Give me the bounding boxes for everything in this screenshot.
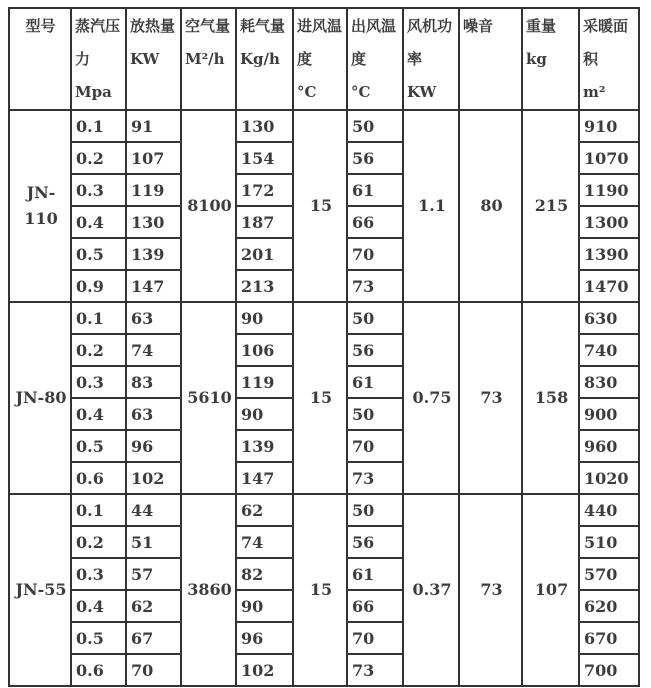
outlet-temp-cell: 50	[347, 398, 403, 430]
spec-table	[8, 7, 640, 687]
column-header-pressure	[71, 8, 126, 110]
gas-consumption-cell: 154	[236, 142, 293, 174]
gas-consumption-cell: 82	[236, 558, 293, 590]
heating-area-cell: 1070	[579, 142, 639, 174]
pressure-cell: 0.3	[71, 366, 126, 398]
header-label: 型号	[25, 17, 56, 35]
heating-area-cell: 510	[579, 526, 639, 558]
fan-power-cell: 1.1	[403, 110, 459, 302]
table-row	[9, 302, 639, 334]
heating-area-cell: 440	[579, 494, 639, 526]
gas-consumption-cell: 106	[236, 334, 293, 366]
heat-output-cell: 62	[126, 590, 181, 622]
pressure-cell: 0.4	[71, 590, 126, 622]
outlet-temp-cell: 56	[347, 334, 403, 366]
column-header-gas-consumption	[236, 8, 293, 110]
gas-consumption-cell: 172	[236, 174, 293, 206]
gas-consumption-cell: 90	[236, 398, 293, 430]
outlet-temp-cell: 56	[347, 526, 403, 558]
model-cell: JN-110	[9, 110, 71, 302]
fan-power-cell: 0.37	[403, 494, 459, 686]
heating-area-cell: 1020	[579, 462, 639, 494]
outlet-temp-cell: 66	[347, 206, 403, 238]
outlet-temp-cell: 70	[347, 430, 403, 462]
noise-cell: 73	[459, 302, 522, 494]
heat-output-cell: 119	[126, 174, 181, 206]
gas-consumption-cell: 74	[236, 526, 293, 558]
heat-output-cell: 107	[126, 142, 181, 174]
column-header-model	[9, 8, 71, 110]
inlet-temp-cell: 15	[293, 494, 347, 686]
pressure-cell: 0.6	[71, 462, 126, 494]
pressure-cell: 0.1	[71, 494, 126, 526]
heating-area-cell: 740	[579, 334, 639, 366]
pressure-cell: 0.4	[71, 398, 126, 430]
gas-consumption-cell: 90	[236, 590, 293, 622]
gas-consumption-cell: 62	[236, 494, 293, 526]
noise-cell: 73	[459, 494, 522, 686]
weight-cell: 158	[522, 302, 579, 494]
heating-area-cell: 1390	[579, 238, 639, 270]
column-header-weight	[522, 8, 579, 110]
header-label: 风机功率	[407, 17, 453, 68]
heat-output-cell: 57	[126, 558, 181, 590]
heat-output-cell: 96	[126, 430, 181, 462]
pressure-cell: 0.5	[71, 430, 126, 462]
header-label: 出风温度	[351, 17, 397, 68]
pressure-cell: 0.4	[71, 206, 126, 238]
header-unit: Mpa	[75, 83, 112, 101]
gas-consumption-cell: 90	[236, 302, 293, 334]
header-label: 重量	[526, 17, 557, 35]
heat-output-cell: 91	[126, 110, 181, 142]
header-unit: M²/h	[185, 50, 225, 68]
header-row	[9, 8, 639, 110]
pressure-cell: 0.5	[71, 622, 126, 654]
outlet-temp-cell: 70	[347, 238, 403, 270]
gas-consumption-cell: 130	[236, 110, 293, 142]
pressure-cell: 0.2	[71, 142, 126, 174]
heat-output-cell: 74	[126, 334, 181, 366]
header-label: 进风温度	[297, 17, 343, 68]
outlet-temp-cell: 50	[347, 494, 403, 526]
column-header-noise	[459, 8, 522, 110]
header-unit: kg	[526, 50, 547, 68]
heating-area-cell: 700	[579, 654, 639, 686]
gas-consumption-cell: 139	[236, 430, 293, 462]
model-cell: JN-55	[9, 494, 71, 686]
pressure-cell: 0.5	[71, 238, 126, 270]
outlet-temp-cell: 61	[347, 174, 403, 206]
inlet-temp-cell: 15	[293, 302, 347, 494]
header-unit: m²	[583, 83, 606, 101]
pressure-cell: 0.3	[71, 558, 126, 590]
heating-area-cell: 670	[579, 622, 639, 654]
inlet-temp-cell: 15	[293, 110, 347, 302]
air-volume-cell: 8100	[181, 110, 236, 302]
heating-area-cell: 570	[579, 558, 639, 590]
gas-consumption-cell: 102	[236, 654, 293, 686]
column-header-outlet-temp	[347, 8, 403, 110]
column-header-heating-area	[579, 8, 639, 110]
heat-output-cell: 139	[126, 238, 181, 270]
weight-cell: 107	[522, 494, 579, 686]
pressure-cell: 0.1	[71, 302, 126, 334]
outlet-temp-cell: 61	[347, 558, 403, 590]
heating-area-cell: 910	[579, 110, 639, 142]
pressure-cell: 0.9	[71, 270, 126, 302]
pressure-cell: 0.6	[71, 654, 126, 686]
header-unit: °C	[351, 83, 371, 101]
header-unit: Kg/h	[240, 50, 280, 68]
heating-area-cell: 830	[579, 366, 639, 398]
header-label: 空气量	[185, 17, 231, 35]
header-label: 放热量	[130, 17, 176, 35]
header-label: 噪音	[463, 17, 494, 35]
column-header-inlet-temp	[293, 8, 347, 110]
fan-power-cell: 0.75	[403, 302, 459, 494]
gas-consumption-cell: 187	[236, 206, 293, 238]
header-unit: KW	[130, 50, 160, 68]
heat-output-cell: 70	[126, 654, 181, 686]
heat-output-cell: 130	[126, 206, 181, 238]
heating-area-cell: 1470	[579, 270, 639, 302]
heat-output-cell: 102	[126, 462, 181, 494]
outlet-temp-cell: 56	[347, 142, 403, 174]
heating-area-cell: 1300	[579, 206, 639, 238]
noise-cell: 80	[459, 110, 522, 302]
column-header-fan-power	[403, 8, 459, 110]
header-label: 耗气量	[240, 17, 286, 35]
outlet-temp-cell: 73	[347, 270, 403, 302]
gas-consumption-cell: 201	[236, 238, 293, 270]
outlet-temp-cell: 66	[347, 590, 403, 622]
heat-output-cell: 63	[126, 398, 181, 430]
air-volume-cell: 3860	[181, 494, 236, 686]
outlet-temp-cell: 73	[347, 654, 403, 686]
heat-output-cell: 51	[126, 526, 181, 558]
outlet-temp-cell: 61	[347, 366, 403, 398]
gas-consumption-cell: 96	[236, 622, 293, 654]
pressure-cell: 0.2	[71, 334, 126, 366]
header-label: 蒸汽压力	[75, 17, 121, 68]
heat-output-cell: 147	[126, 270, 181, 302]
header-label: 采暖面积	[583, 17, 629, 68]
heat-output-cell: 44	[126, 494, 181, 526]
pressure-cell: 0.3	[71, 174, 126, 206]
heating-area-cell: 900	[579, 398, 639, 430]
air-volume-cell: 5610	[181, 302, 236, 494]
table-row	[9, 494, 639, 526]
heating-area-cell: 1190	[579, 174, 639, 206]
gas-consumption-cell: 213	[236, 270, 293, 302]
outlet-temp-cell: 50	[347, 110, 403, 142]
heat-output-cell: 67	[126, 622, 181, 654]
pressure-cell: 0.2	[71, 526, 126, 558]
table-row	[9, 110, 639, 142]
header-unit: KW	[407, 83, 437, 101]
heat-output-cell: 83	[126, 366, 181, 398]
column-header-heat-output	[126, 8, 181, 110]
heating-area-cell: 620	[579, 590, 639, 622]
heating-area-cell: 960	[579, 430, 639, 462]
heat-output-cell: 63	[126, 302, 181, 334]
header-unit: °C	[297, 83, 317, 101]
model-cell: JN-80	[9, 302, 71, 494]
gas-consumption-cell: 147	[236, 462, 293, 494]
gas-consumption-cell: 119	[236, 366, 293, 398]
heating-area-cell: 630	[579, 302, 639, 334]
outlet-temp-cell: 50	[347, 302, 403, 334]
outlet-temp-cell: 70	[347, 622, 403, 654]
column-header-air-volume	[181, 8, 236, 110]
outlet-temp-cell: 73	[347, 462, 403, 494]
pressure-cell: 0.1	[71, 110, 126, 142]
weight-cell: 215	[522, 110, 579, 302]
